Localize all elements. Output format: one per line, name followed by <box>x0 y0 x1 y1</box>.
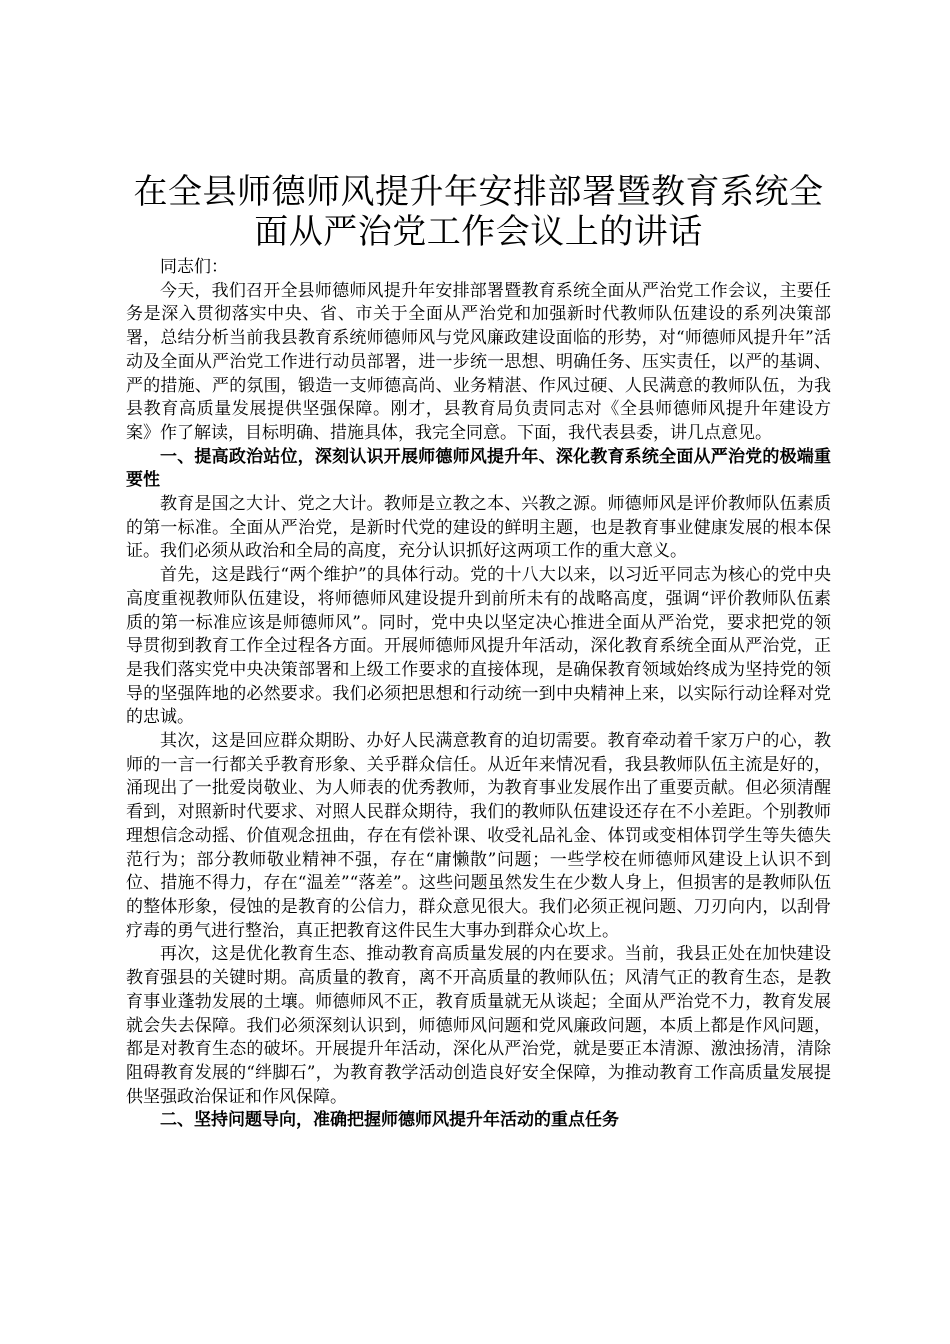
paragraph-second-point: 其次，这是回应群众期盼、办好人民满意教育的迫切需要。教育牵动着千家万户的心，教师的一言一行都关乎教育形象、关乎群众信任。从近年来情况看，我县教师队伍主流是好的，涌现出了一批爱岗敬业、为人师表的优秀教师，为教育事业发展作出了重要贡献。但必须清醒看到，对照新时代要求、对照人民群众期待，我们的教师队伍建设还存在不小差距。个别教师理想信念动摇、价值观念扭曲，存在有偿补课、收受礼品礼金、体罚或变相体罚学生等失德失范行为；部分教师敬业精神不强，存在“庸懒散”问题；一些学校在师德师风建设上认识不到位、措施不得力，存在“温差”“落差”。这些问题虽然发生在少数人身上，但损害的是教师队伍的整体形象，侵蚀的是教育的公信力，群众意见很大。我们必须正视问题、刀刃向内，以刮骨疗毒的勇气进行整治，真正把教育这件民生大事办到群众心坎上。 <box>126 731 831 941</box>
paragraph-third-point: 再次，这是优化教育生态、推动教育高质量发展的内在要求。当前，我县正处在加快建设教育强县的关键时期。高质量的教育，离不开高质量的教师队伍；风清气正的教育生态，是教育事业蓬勃发展的土壤。师德师风不正，教育质量就无从谈起；全面从严治党不力，教育发展就会失去保障。我们必须深刻认识到，师德师风问题和党风廉政问题，本质上都是作风问题，都是对教育生态的破坏。开展提升年活动，深化从严治党，就是要正本清源、激浊扬清，清除阻碍教育发展的“绊脚石”，为教育教学活动创造良好安全保障，为推动教育工作高质量发展提供坚强政治保证和作风保障。 <box>126 944 831 1107</box>
section-heading-1: 一、提高政治站位，深刻认识开展师德师风提升年、深化教育系统全面从严治党的极端重要性 <box>126 446 831 491</box>
paragraph-significance: 教育是国之大计、党之大计。教师是立教之本、兴教之源。师德师风是评价教师队伍素质的第一标准。全面从严治党，是新时代党的建设的鲜明主题，也是教育事业健康发展的根本保证。我们必须从政治和全局的高度，充分认识抓好这两项工作的重大意义。 <box>126 494 831 562</box>
salutation: 同志们： <box>160 257 228 277</box>
section-heading-2: 二、坚持问题导向，准确把握师德师风提升年活动的重点任务 <box>160 1110 619 1131</box>
document-title: 在全县师德师风提升年安排部署暨教育系统全面从严治党工作会议上的讲话 <box>133 172 824 252</box>
paragraph-first-point: 首先，这是践行“两个维护”的具体行动。党的十八大以来，以习近平同志为核心的党中央高度重视教师队伍建设，将师德师风建设提升到前所未有的战略高度，强调“评价教师队伍素质的第一标准应该是师德师风”。同时，党中央以坚定决心推进全面从严治党，要求把党的领导贯彻到教育工作全过程各方面。开展师德师风提升年活动，深化教育系统全面从严治党，正是我们落实党中央决策部署和上级工作要求的直接体现，是确保教育领域始终成为坚持党的领导的坚强阵地的必然要求。我们必须把思想和行动统一到中央精神上来，以实际行动诠释对党的忠诚。 <box>126 565 831 728</box>
document-page <box>126 172 831 1133</box>
paragraph-opening: 今天，我们召开全县师德师风提升年安排部署暨教育系统全面从严治党工作会议，主要任务是深入贯彻落实中央、省、市关于全面从严治党和加强新时代教师队伍建设的系列决策部署，总结分析当前我县教育系统师德师风与党风廉政建设面临的形势，对“师德师风提升年”活动及全面从严治党工作进行动员部署，进一步统一思想、明确任务、压实责任，以严的基调、严的措施、严的氛围，锻造一支师德高尚、业务精湛、作风过硬、人民满意的教师队伍，为我县教育高质量发展提供坚强保障。刚才，县教育局负责同志对《全县师德师风提升年建设方案》作了解读，目标明确、措施具体，我完全同意。下面，我代表县委，讲几点意见。 <box>126 280 831 443</box>
